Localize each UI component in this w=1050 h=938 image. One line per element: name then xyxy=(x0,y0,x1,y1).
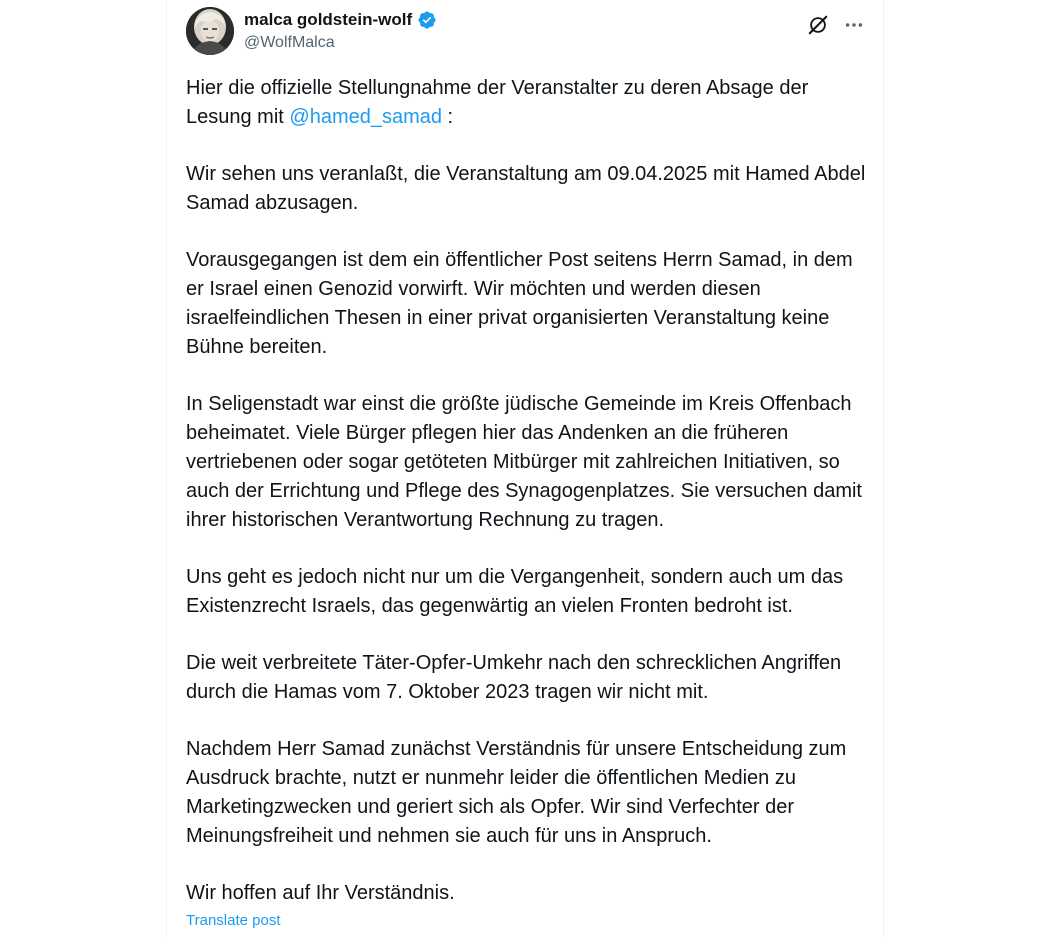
author-names xyxy=(244,9,437,52)
post-paragraph: In Seligenstadt war einst die größte jüdische Gemeinde im Kreis Offenbach beheimatet. Viele Bürger pflegen hier das Andenken an die früheren vertriebenen oder sogar getöteten Mitbürger mit zahlreichen Initiativen, so auch der Errichtung und Pflege des Synagogenplatzes. Sie versuchen damit ihrer historischen Verantwortung Rechnung zu tragen. xyxy=(186,393,862,531)
intro-suffix: : xyxy=(442,106,454,128)
post-paragraph: Nachdem Herr Samad zunächst Verständnis für unsere Entscheidung zum Ausdruck brachte, nutzt er nunmehr leider die öffentlichen Medien zu Marketingzwecken und geriert sich als Opfer. Wir sind Verfechter der Meinungsfreiheit und nehmen sie auch für uns in Anspruch. xyxy=(186,738,847,847)
post-header xyxy=(167,0,883,70)
post-paragraph: Die weit verbreitete Täter-Opfer-Umkehr nach den schrecklichen Angriffen durch die Hamas vom 7. Oktober 2023 tragen wir nicht mit. xyxy=(186,652,842,703)
more-options-icon[interactable] xyxy=(843,14,865,36)
avatar[interactable] xyxy=(186,7,234,55)
post-text xyxy=(186,74,876,908)
verified-badge-icon[interactable] xyxy=(417,10,437,30)
post-paragraph: Wir hoffen auf Ihr Verständnis. xyxy=(186,882,455,904)
post-paragraph-intro xyxy=(186,74,876,132)
mention-link[interactable]: @hamed_samad xyxy=(289,106,442,128)
author-handle[interactable]: @WolfMalca xyxy=(244,34,335,51)
post-paragraph: Wir sehen uns veranlaßt, die Veranstaltung am 09.04.2025 mit Hamed Abdel Samad abzusagen. xyxy=(186,163,866,214)
intro-text: Hier die offizielle Stellungnahme der Veranstalter zu deren Absage der Lesung mit xyxy=(186,77,809,128)
author-display-name[interactable]: malca goldstein-wolf xyxy=(244,10,413,29)
post-card xyxy=(166,0,884,938)
post-paragraph: Uns geht es jedoch nicht nur um die Vergangenheit, sondern auch um das Existenzrecht Israels, das gegenwärtig an vielen Fronten bedroht ist. xyxy=(186,566,844,617)
translate-post-link[interactable]: Translate post xyxy=(186,912,281,929)
post-paragraph: Vorausgegangen ist dem ein öffentlicher Post seitens Herrn Samad, in dem er Israel einen Genozid vorwirft. Wir möchten und werden diesen israelfeindlichen Thesen in einer privat organisierten Veranstaltung keine Bühne bereiten. xyxy=(186,249,853,358)
grok-icon[interactable] xyxy=(807,14,829,36)
